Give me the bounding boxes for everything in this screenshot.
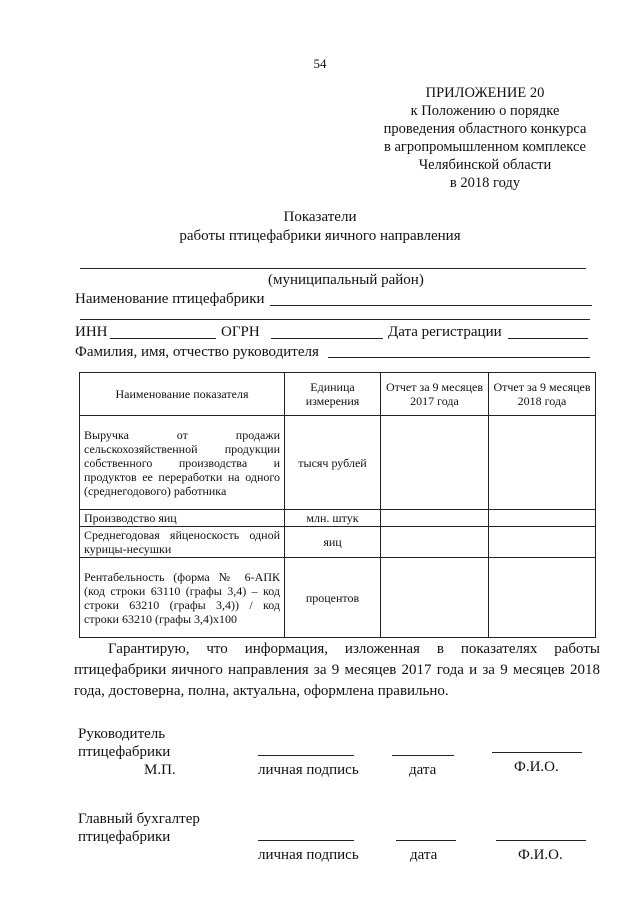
- header-unit: Единица измерения: [285, 373, 381, 416]
- head-name-field[interactable]: [328, 357, 590, 358]
- appendix-line: Челябинской области: [418, 157, 552, 173]
- inn-field[interactable]: [110, 338, 216, 339]
- indicator-name: Производство яиц: [80, 510, 285, 527]
- factory-name-field[interactable]: [270, 305, 592, 306]
- accountant-fio-field[interactable]: [496, 840, 586, 841]
- head-title-line1: Руководитель: [78, 726, 166, 742]
- value-2018-cell[interactable]: [489, 510, 596, 527]
- factory-name-field-extra[interactable]: [80, 319, 590, 320]
- factory-name-label: Наименование птицефабрики: [75, 291, 265, 307]
- table-row: [80, 416, 596, 510]
- value-2018-cell[interactable]: [489, 527, 596, 558]
- head-signature-label: личная подпись: [258, 762, 359, 778]
- title-line-2: работы птицефабрики яичного направления: [179, 228, 461, 244]
- accountant-signature-label: личная подпись: [258, 847, 359, 863]
- appendix-line: проведения областного конкурса: [383, 121, 587, 137]
- table-header-row: [80, 373, 596, 416]
- accountant-title-line2: птицефабрики: [78, 829, 171, 845]
- accountant-signature-field[interactable]: [258, 840, 354, 841]
- ogrn-field[interactable]: [271, 338, 383, 339]
- head-fio-label: Ф.И.О.: [514, 759, 559, 775]
- municipal-district-hint: (муниципальный район): [268, 272, 424, 288]
- value-2018-cell[interactable]: [489, 416, 596, 510]
- accountant-fio-label: Ф.И.О.: [518, 847, 563, 863]
- appendix-line: в 2018 году: [449, 175, 521, 191]
- head-date-field[interactable]: [392, 755, 454, 756]
- table-row: [80, 558, 596, 638]
- indicator-unit: яиц: [285, 527, 381, 558]
- accountant-date-label: дата: [410, 847, 438, 863]
- table-row: [80, 527, 596, 558]
- header-indicator-name: Наименование показателя: [80, 373, 285, 416]
- head-fio-field[interactable]: [492, 752, 582, 753]
- appendix-header: [360, 84, 610, 192]
- indicator-name: Рентабельность (форма № 6-АПК (код строки 63110 (графы 3,4) – код строки 63210 (графы 3,4)) / код строки 63210 (графы 3,4)х100: [80, 558, 285, 638]
- title-line-1: Показатели: [283, 209, 357, 225]
- indicator-unit: млн. штук: [285, 510, 381, 527]
- head-title-line2: птицефабрики: [78, 744, 171, 760]
- head-signature-field[interactable]: [258, 755, 354, 756]
- indicators-table: [79, 372, 596, 638]
- indicator-unit: тысяч рублей: [285, 416, 381, 510]
- indicator-name: Выручка от продажи сельскохозяйственной продукции собственного производства и продуктов ее переработки на одного (среднегодового) работника: [80, 416, 285, 510]
- value-2017-cell[interactable]: [381, 416, 489, 510]
- value-2017-cell[interactable]: [381, 527, 489, 558]
- registration-date-field[interactable]: [508, 338, 588, 339]
- header-report-2018: Отчет за 9 месяцев 2018 года: [489, 373, 596, 416]
- stamp-label: М.П.: [144, 762, 176, 778]
- head-name-label: Фамилия, имя, отчество руководителя: [75, 344, 319, 360]
- value-2017-cell[interactable]: [381, 558, 489, 638]
- inn-label: ИНН: [75, 324, 108, 340]
- header-report-2017: Отчет за 9 месяцев 2017 года: [381, 373, 489, 416]
- head-date-label: дата: [409, 762, 437, 778]
- appendix-line: ПРИЛОЖЕНИЕ 20: [425, 85, 545, 101]
- appendix-line: к Положению о порядке: [410, 103, 560, 119]
- guarantee-statement: Гарантирую, что информация, изложенная в показателях работы птицефабрики яичного направления за 9 месяцев 2017 года и за 9 месяцев 2018 года, достоверна, полна, актуальна, оформлена правильно.: [74, 641, 600, 699]
- registration-date-label: Дата регистрации: [388, 324, 502, 340]
- value-2017-cell[interactable]: [381, 510, 489, 527]
- indicator-name: Среднегодовая яйценоскость одной курицы-несушки: [80, 527, 285, 558]
- value-2018-cell[interactable]: [489, 558, 596, 638]
- municipal-district-field[interactable]: [80, 268, 586, 269]
- ogrn-label: ОГРН: [221, 324, 260, 340]
- table-row: [80, 510, 596, 527]
- page-number: 54: [313, 56, 327, 71]
- indicator-unit: процентов: [285, 558, 381, 638]
- accountant-title-line1: Главный бухгалтер: [78, 811, 200, 827]
- accountant-date-field[interactable]: [396, 840, 456, 841]
- appendix-line: в агропромышленном комплексе: [383, 139, 586, 155]
- document-title: [0, 208, 640, 246]
